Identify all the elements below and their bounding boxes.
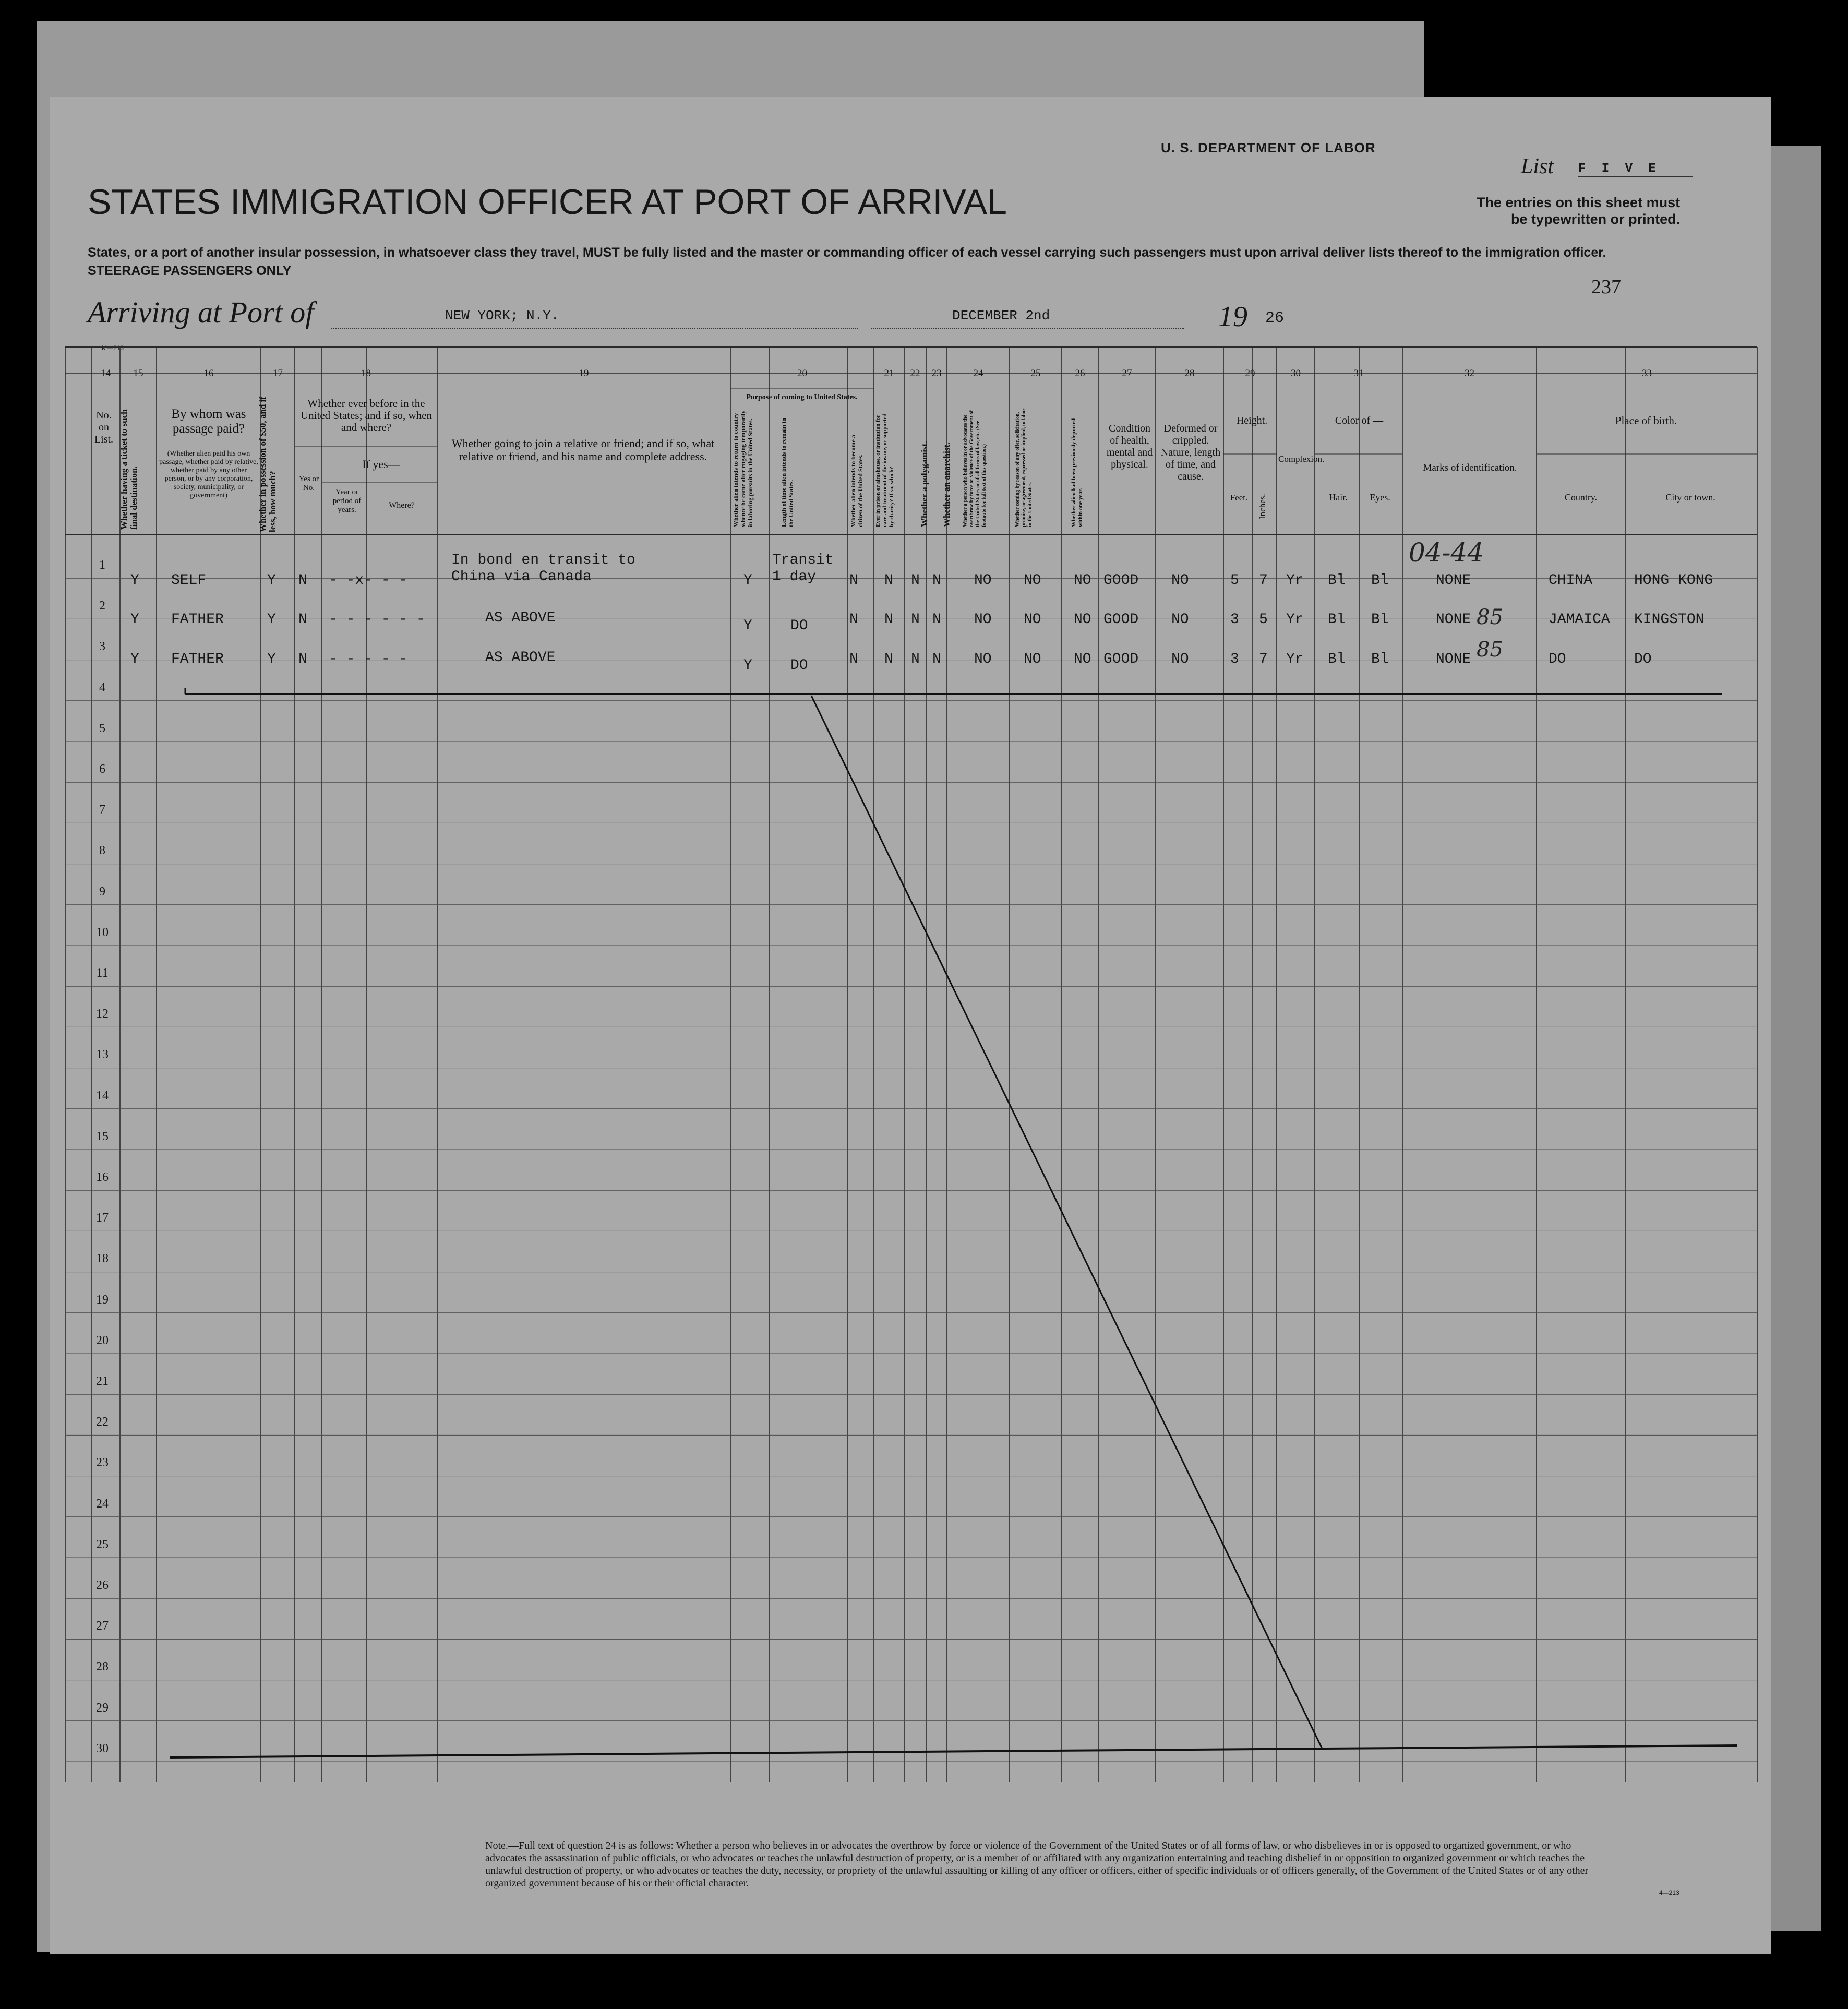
header-deformed: Deformed or crippled. Nature, length of time, and cause. bbox=[1160, 423, 1221, 482]
form-mark: M—213 bbox=[102, 344, 124, 352]
row-number: 14 bbox=[96, 1089, 109, 1103]
cell-citizen: N bbox=[849, 651, 858, 667]
cell-deported: NO bbox=[1074, 651, 1091, 667]
column-number-21: 21 bbox=[884, 368, 894, 379]
cell-eyes: Bl bbox=[1371, 572, 1389, 589]
row-number: 3 bbox=[99, 640, 105, 654]
cell-offer: NO bbox=[1024, 612, 1041, 628]
list-number: F I V E bbox=[1578, 162, 1693, 177]
row-number: 24 bbox=[96, 1497, 109, 1511]
handwritten-mark-row3: 85 bbox=[1477, 638, 1503, 662]
cell-length2: 1 day bbox=[772, 569, 817, 585]
list-label: List bbox=[1521, 154, 1554, 178]
cell-length1: Transit bbox=[772, 552, 834, 568]
cell-before: N bbox=[298, 572, 307, 589]
column-number-22: 22 bbox=[910, 368, 920, 379]
cell-paid-by: FATHER bbox=[171, 651, 224, 667]
cell-length1: DO bbox=[790, 657, 808, 674]
row-number: 12 bbox=[96, 1007, 109, 1021]
cell-health: GOOD bbox=[1103, 612, 1139, 628]
handwritten-mark-row1: 04-44 bbox=[1409, 537, 1484, 568]
cell-anarchist: N bbox=[932, 612, 941, 628]
cell-anarchist: N bbox=[932, 651, 941, 667]
department-label: U. S. DEPARTMENT OF LABOR bbox=[1161, 140, 1376, 156]
row-number: 23 bbox=[96, 1456, 109, 1470]
cell-before: N bbox=[298, 612, 307, 628]
cell-paid-by: FATHER bbox=[171, 612, 224, 628]
header-join-relative: Whether going to join a relative or friend; and if so, what relative or friend, and his name and complete address. bbox=[451, 437, 715, 463]
row-number: 19 bbox=[96, 1293, 109, 1307]
cell-health: GOOD bbox=[1103, 651, 1139, 667]
header-height: Height. bbox=[1236, 415, 1268, 426]
cell-city: DO bbox=[1634, 651, 1652, 667]
header-passage-paid-note: (Whether alien paid his own passage, whether paid by relative, whether paid by any other person, or by any corporation, society, municipality, or government) bbox=[159, 450, 258, 499]
column-number-25: 25 bbox=[1030, 368, 1041, 379]
cell-overthrow: NO bbox=[974, 651, 992, 667]
entries-note-line1: The entries on this sheet must bbox=[1477, 195, 1681, 210]
cell-deported: NO bbox=[1074, 612, 1091, 628]
cell-prison: N bbox=[884, 572, 893, 589]
cell-offer: NO bbox=[1024, 572, 1041, 589]
header-anarchist: Whether an anarchist. bbox=[942, 442, 952, 527]
column-number-33: 33 bbox=[1642, 368, 1652, 379]
row-number: 22 bbox=[96, 1415, 109, 1429]
cell-return: Y bbox=[743, 572, 752, 589]
header-inches: Inches. bbox=[1257, 494, 1267, 519]
column-number-16: 16 bbox=[203, 368, 214, 379]
cell-polygamist: N bbox=[911, 612, 920, 628]
cell-prison: N bbox=[884, 651, 893, 667]
cell-polygamist: N bbox=[911, 651, 920, 667]
header-year-period: Year or period of years. bbox=[332, 488, 362, 514]
cell-deformed: NO bbox=[1171, 572, 1189, 589]
sheet-number: 237 bbox=[1591, 276, 1621, 298]
column-number-14: 14 bbox=[101, 368, 111, 379]
cell-marks: NONE bbox=[1436, 572, 1471, 589]
column-number-18: 18 bbox=[361, 368, 371, 379]
row-number: 13 bbox=[96, 1048, 109, 1062]
cell-complexion: Yr bbox=[1286, 572, 1304, 589]
header-feet: Feet. bbox=[1230, 493, 1248, 503]
column-number-15: 15 bbox=[133, 368, 143, 379]
cell-city: KINGSTON bbox=[1634, 612, 1705, 628]
cell-anarchist: N bbox=[932, 572, 941, 589]
header-country: Country. bbox=[1564, 492, 1598, 503]
header-before-in-us: Whether ever before in the United States; and if so, when and where? bbox=[301, 397, 432, 434]
header-health: Condition of health, mental and physical. bbox=[1106, 423, 1153, 470]
cell-join1: AS ABOVE bbox=[485, 610, 556, 626]
header-fifty-dollars: Whether in possession of $50, and if less, how much? bbox=[258, 397, 278, 532]
header-complexion: Complexion. bbox=[1278, 454, 1325, 464]
row-number: 16 bbox=[96, 1170, 109, 1184]
header-labor-offer: Whether coming by reason of any offer, solicitation, promise, or agreement, expressed or implied, to labor in the United States. bbox=[1015, 408, 1033, 527]
header-where: Where? bbox=[389, 501, 415, 510]
row-number: 9 bbox=[99, 884, 105, 899]
header-no-on-list: No. on List. bbox=[94, 410, 114, 445]
cell-before-detail: - - - - - - bbox=[329, 612, 425, 628]
form-number: 4—213 bbox=[1659, 1889, 1679, 1896]
diagonal-strike bbox=[811, 696, 1323, 1750]
steerage-label: STEERAGE PASSENGERS ONLY bbox=[88, 264, 292, 278]
cell-fifty: Y bbox=[267, 572, 276, 589]
cell-ticket: Y bbox=[130, 651, 139, 667]
cell-inches: 7 bbox=[1259, 651, 1268, 667]
header-citizen-intent: Whether alien intends to become a citizen of the United States. bbox=[849, 435, 864, 527]
year-prefix: 19 bbox=[1218, 301, 1247, 333]
arriving-label: Arriving at Port of bbox=[88, 295, 314, 329]
cell-paid-by: SELF bbox=[171, 572, 207, 589]
header-eyes: Eyes. bbox=[1370, 492, 1390, 503]
column-number-30: 30 bbox=[1291, 368, 1301, 379]
header-color: Color of — bbox=[1335, 415, 1384, 426]
cell-country: DO bbox=[1549, 651, 1566, 667]
cell-offer: NO bbox=[1024, 651, 1041, 667]
header-deported: Whether alien had been previously deported within one year. bbox=[1071, 418, 1084, 527]
handwritten-mark-row2: 85 bbox=[1477, 605, 1503, 629]
column-number-28: 28 bbox=[1184, 368, 1195, 379]
intro-text: States, or a port of another insular possession, in whatsoever class they travel, MUST be fully listed and the master or commanding officer of each vessel carrying such passengers must upon arrival deliver lists thereof to the immigration officer. bbox=[88, 245, 1606, 260]
cell-hair: Bl bbox=[1328, 612, 1346, 628]
cell-complexion: Yr bbox=[1286, 612, 1304, 628]
cell-fifty: Y bbox=[267, 612, 276, 628]
column-number-29: 29 bbox=[1245, 368, 1255, 379]
row-number: 20 bbox=[96, 1333, 109, 1347]
cell-ticket: Y bbox=[130, 612, 139, 628]
row-number: 27 bbox=[96, 1619, 109, 1633]
column-number-24: 24 bbox=[973, 368, 983, 379]
cell-marks: NONE bbox=[1436, 651, 1471, 667]
cell-citizen: N bbox=[849, 612, 858, 628]
row-number: 21 bbox=[96, 1374, 109, 1388]
header-prison: Ever in prison or almshouse, or institution for care and treatment of the insane, or supported by charity? If so, which? bbox=[875, 413, 895, 527]
column-number-17: 17 bbox=[273, 368, 283, 379]
cell-prison: N bbox=[884, 612, 893, 628]
header-return-intent: Whether alien intends to return to country whence he came after engaging temporarily in laboring pursuits in the United States. bbox=[732, 410, 754, 527]
column-number-27: 27 bbox=[1122, 368, 1132, 379]
entries-note-line2: be typewritten or printed. bbox=[1511, 211, 1681, 227]
header-city: City or town. bbox=[1665, 492, 1715, 503]
footnote: Note.—Full text of question 24 is as follows: Whether a person who believes in or advocates the overthrow by force or violence of the Government of the United States or of all forms of law, or who disbelieves in or is opposed to organized government, or who advocates the assassination of public officials, or who advocates or teaches the unlawful destruction of property, or is a member of or affiliated with any organization entertaining and teaching disbelief in or opposition to organized government or which teaches the unlawful destruction of property, or who advocates or teaches the duty, necessity, or propriety of the unlawful assaulting or killing of any officer or officers, either of specific individuals or of officers generally, of the Government of the United States or of any other organized government because of his or their official character. bbox=[485, 1840, 1589, 1889]
row-number: 15 bbox=[96, 1129, 109, 1143]
cell-join1: AS ABOVE bbox=[485, 650, 556, 666]
cell-fifty: Y bbox=[267, 651, 276, 667]
row-number: 17 bbox=[96, 1211, 109, 1225]
cell-feet: 3 bbox=[1230, 612, 1239, 628]
cell-eyes: Bl bbox=[1371, 651, 1389, 667]
cell-deformed: NO bbox=[1171, 612, 1189, 628]
cell-hair: Bl bbox=[1328, 651, 1346, 667]
header-marks: Marks of identification. bbox=[1423, 462, 1517, 473]
cell-length1: DO bbox=[790, 618, 808, 634]
cell-polygamist: N bbox=[911, 572, 920, 589]
column-number-19: 19 bbox=[579, 368, 589, 379]
cell-return: Y bbox=[743, 657, 752, 674]
row-number: 25 bbox=[96, 1537, 109, 1551]
header-if-yes: If yes— bbox=[362, 458, 400, 471]
column-number-23: 23 bbox=[931, 368, 942, 379]
cell-health: GOOD bbox=[1103, 572, 1139, 589]
header-purpose: Purpose of coming to United States. bbox=[746, 393, 858, 401]
cell-deported: NO bbox=[1074, 572, 1091, 589]
cell-deformed: NO bbox=[1171, 651, 1189, 667]
row-number: 28 bbox=[96, 1660, 109, 1674]
cell-feet: 3 bbox=[1230, 651, 1239, 667]
cell-country: CHINA bbox=[1549, 572, 1593, 589]
row-number: 8 bbox=[99, 844, 105, 858]
row-number: 29 bbox=[96, 1701, 109, 1715]
column-number-32: 32 bbox=[1465, 368, 1474, 379]
cell-city: HONG KONG bbox=[1634, 572, 1713, 589]
form-title: STATES IMMIGRATION OFFICER AT PORT OF ARRIVAL bbox=[88, 182, 1007, 222]
row-number: 10 bbox=[96, 925, 109, 939]
header-ticket: Whether having a ticket to such final destination. bbox=[119, 409, 139, 530]
cell-ticket: Y bbox=[130, 572, 139, 589]
header-passage-paid: By whom was passage paid? bbox=[171, 407, 246, 436]
year-suffix: 26 bbox=[1265, 309, 1285, 327]
cell-return: Y bbox=[743, 618, 752, 634]
column-number-31: 31 bbox=[1353, 368, 1364, 379]
row-number: 5 bbox=[99, 721, 105, 735]
date-field: DECEMBER 2nd bbox=[952, 308, 1050, 324]
cell-before: N bbox=[298, 651, 307, 667]
cell-overthrow: NO bbox=[974, 572, 992, 589]
cell-complexion: Yr bbox=[1286, 651, 1304, 667]
cell-join2: China via Canada bbox=[451, 569, 592, 585]
cell-feet: 5 bbox=[1230, 572, 1239, 589]
column-number-26: 26 bbox=[1075, 368, 1085, 379]
header-polygamist: Whether a polygamist. bbox=[919, 441, 929, 527]
bottom-closing-line bbox=[170, 1745, 1737, 1757]
header-length-of-stay: Length of time alien intends to remain in the United States. bbox=[780, 418, 795, 527]
row-number: 11 bbox=[96, 966, 109, 980]
row-number: 7 bbox=[99, 803, 105, 817]
header-yes-or-no: Yes or No. bbox=[298, 475, 319, 492]
header-place-of-birth: Place of birth. bbox=[1615, 414, 1677, 427]
row-number: 2 bbox=[99, 599, 105, 613]
row-number: 4 bbox=[99, 680, 105, 695]
row-number: 30 bbox=[96, 1741, 109, 1755]
cell-eyes: Bl bbox=[1371, 612, 1389, 628]
row-number: 26 bbox=[96, 1578, 109, 1592]
column-number-20: 20 bbox=[797, 368, 807, 379]
cell-country: JAMAICA bbox=[1549, 612, 1610, 628]
cell-overthrow: NO bbox=[974, 612, 992, 628]
row-number: 1 bbox=[99, 558, 105, 572]
header-overthrow: Whether a person who believes in or advocates the overthrow by force or violence of the Government of the United States or of all forms of law, etc. (See footnote for full text of this question.) bbox=[963, 410, 987, 527]
cell-join1: In bond en transit to bbox=[451, 552, 635, 568]
port-field: NEW YORK; N.Y. bbox=[445, 308, 559, 324]
cell-marks: NONE bbox=[1436, 612, 1471, 628]
cell-hair: Bl bbox=[1328, 572, 1346, 589]
cell-inches: 7 bbox=[1259, 572, 1268, 589]
row-number: 18 bbox=[96, 1252, 109, 1266]
header-hair: Hair. bbox=[1329, 492, 1348, 503]
cell-before-detail: - - - - - bbox=[329, 651, 408, 667]
row-number: 6 bbox=[99, 762, 105, 776]
cell-inches: 5 bbox=[1259, 612, 1268, 628]
cell-before-detail: - -x- - - bbox=[329, 572, 408, 589]
cell-citizen: N bbox=[849, 572, 858, 589]
